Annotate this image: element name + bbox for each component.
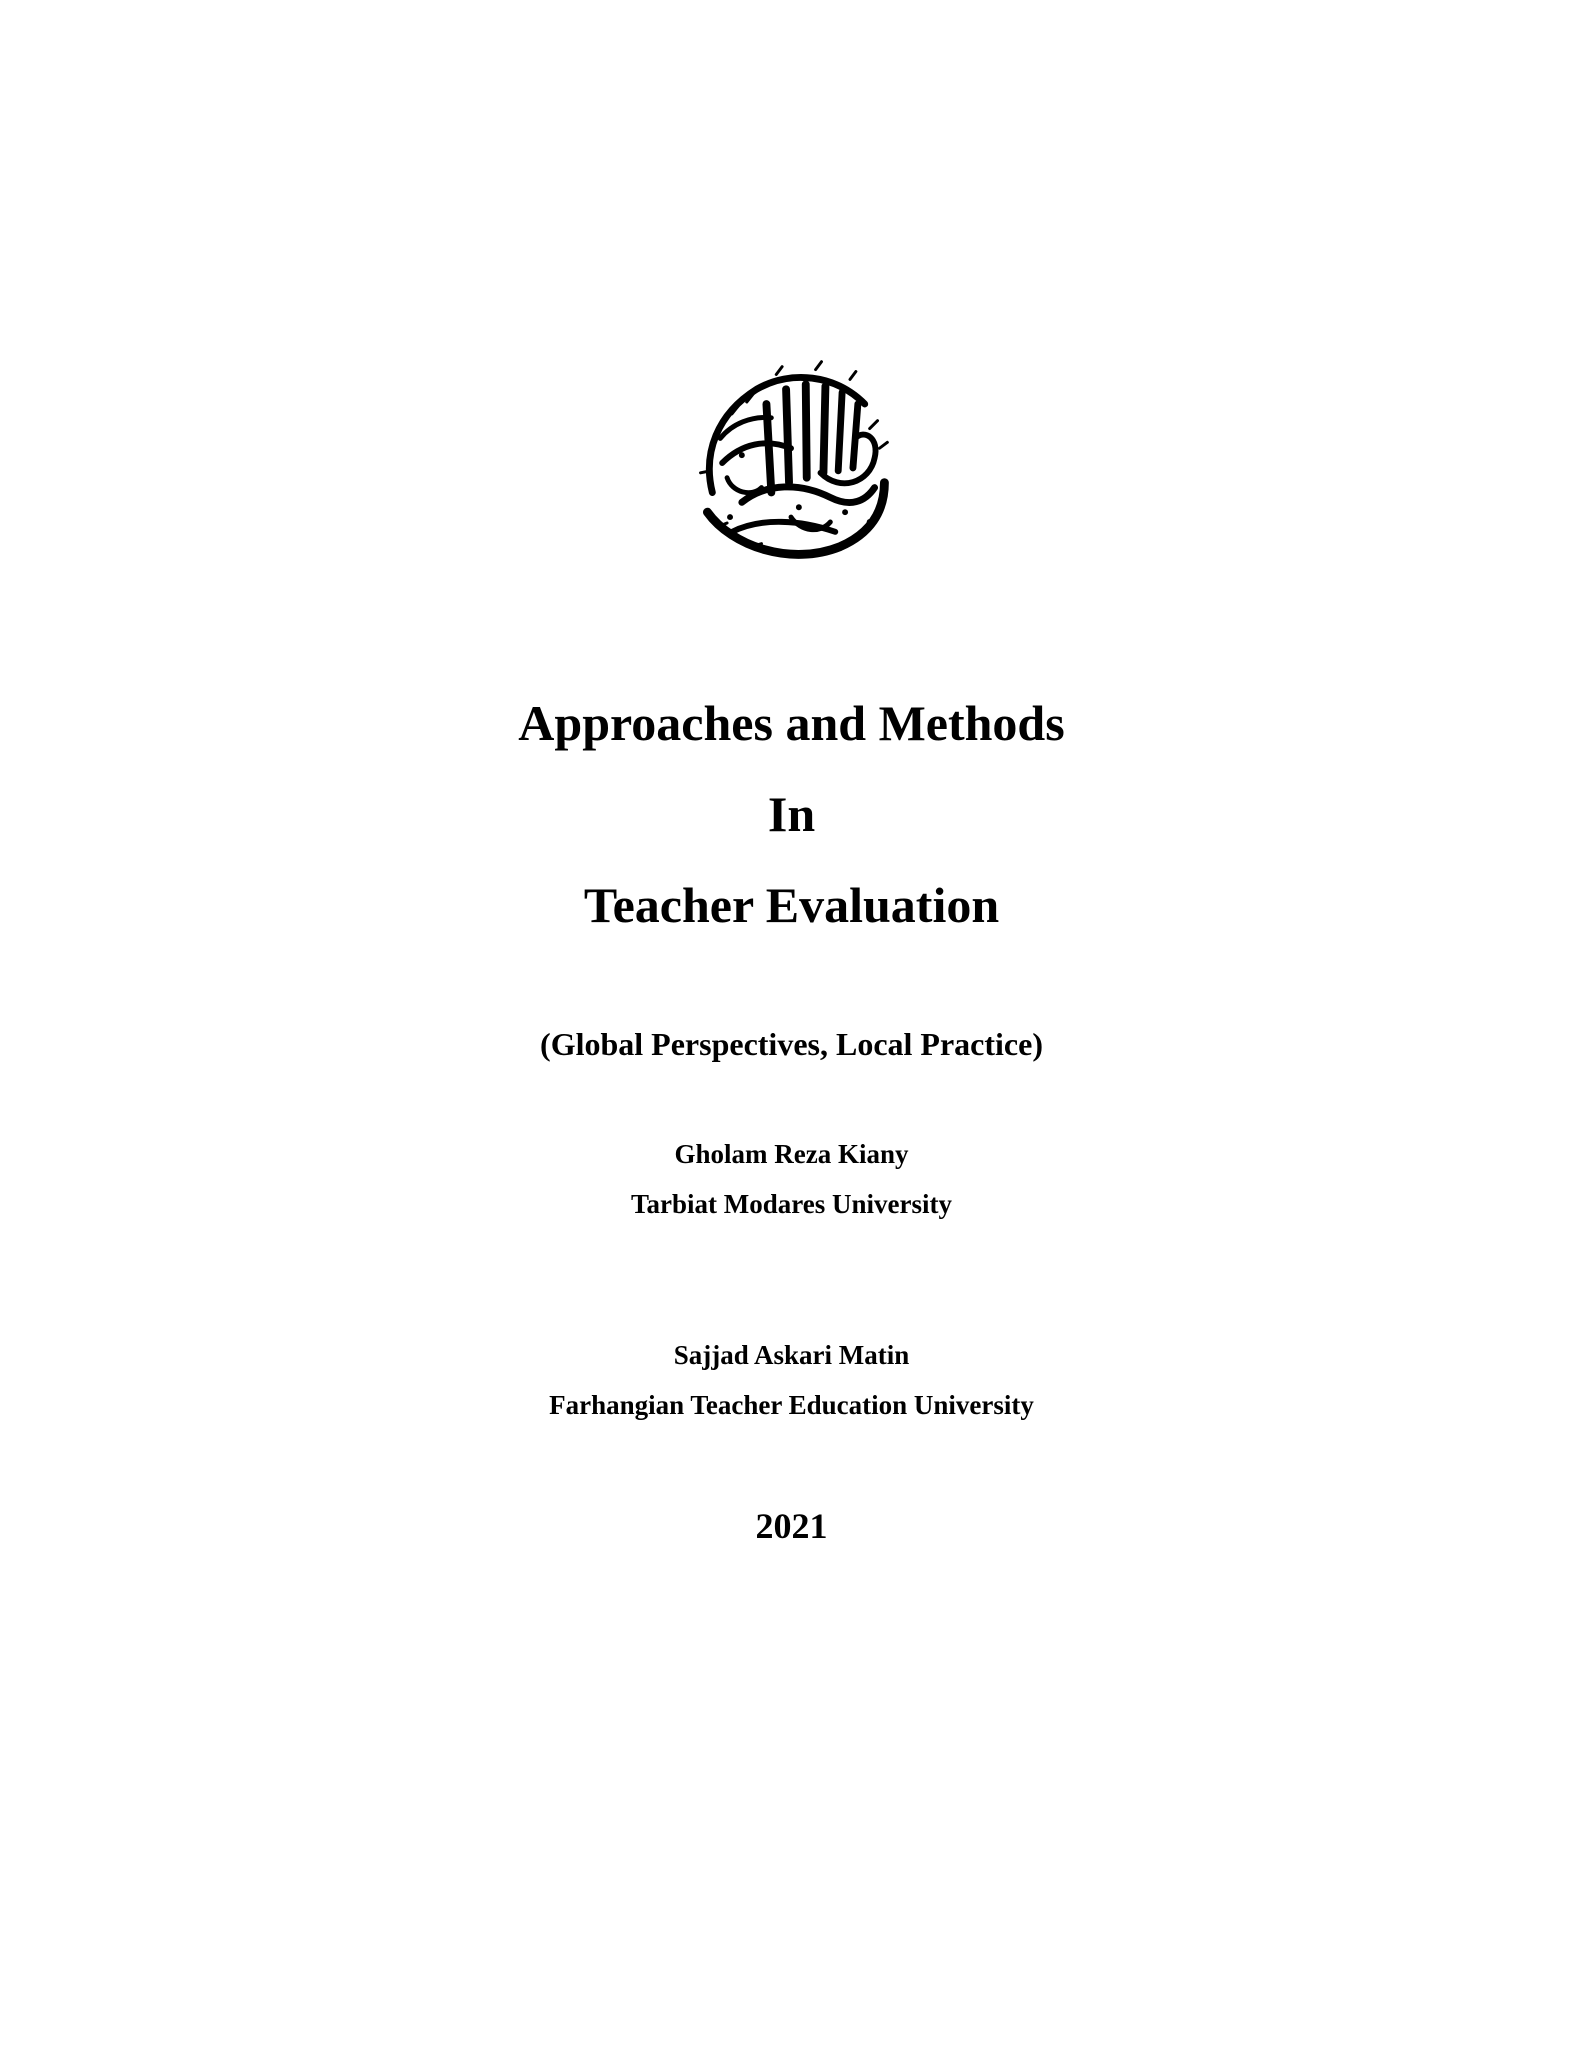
author-name: Gholam Reza Kiany bbox=[674, 1139, 909, 1169]
book-title-line-3: Teacher Evaluation bbox=[583, 877, 1000, 933]
author-affiliation: Farhangian Teacher Education University bbox=[549, 1390, 1034, 1420]
book-title-line-1: Approaches and Methods bbox=[518, 695, 1065, 751]
calligraphy-basmala-icon bbox=[673, 345, 909, 581]
publication-year: 2021 bbox=[755, 1506, 828, 1546]
book-title-line-2: In bbox=[767, 786, 816, 842]
book-subtitle: (Global Perspectives, Local Practice) bbox=[540, 1026, 1043, 1062]
author-name: Sajjad Askari Matin bbox=[673, 1340, 910, 1370]
author-affiliation: Tarbiat Modares University bbox=[631, 1189, 952, 1219]
